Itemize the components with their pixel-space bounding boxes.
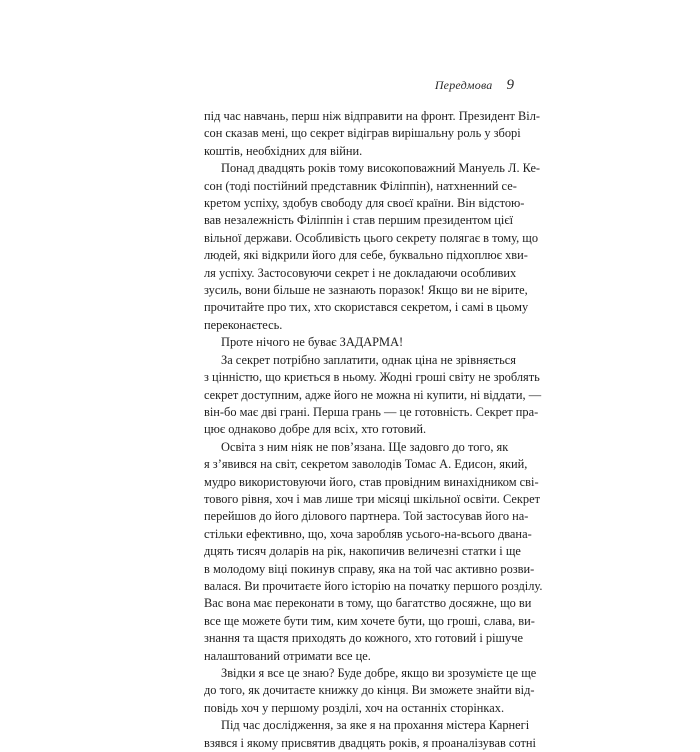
text-line: стільки ефективно, що, хоча заробляв усього-на-всього двана- (204, 526, 532, 541)
text-line: Звідки я все це знаю? Буде добре, якщо ви зрозумієте це ще (221, 666, 537, 680)
text-line: дцять тисяч доларів на рік, накопичив величезні статки і ще (204, 544, 521, 559)
text-line: Під час дослідження, за яке я на прохання містера Карнегі (221, 718, 530, 733)
text-line: налаштований отримати все це. (204, 648, 371, 663)
text-line: взявся і якому присвятив двадцять років, я проаналізував сотні (204, 735, 536, 750)
body-text (204, 108, 543, 752)
text-line: валася. Ви прочитаєте його історію на початку першого розділу. (204, 578, 543, 593)
text-line: Освіта з ним ніяк не пов’язана. Ще задовго до того, як (221, 439, 509, 454)
paragraph (204, 352, 542, 439)
paragraph (204, 108, 541, 160)
text-line: сон сказав мені, що секрет відіграв вирішальну роль у зборі (204, 126, 521, 141)
text-line: кретом успіху, здобув свободу для своєї країни. Він відстою- (204, 196, 525, 211)
paragraph (204, 717, 536, 752)
text-line: секрет доступним, адже його не можна ні купити, ні віддати, — (204, 387, 542, 402)
text-line: цює однаково добре для всіх, хто готовий. (204, 422, 427, 437)
text-line: Проте нічого не буває ЗАДАРМА! (221, 335, 404, 350)
page-number: 9 (506, 77, 514, 93)
paragraph (204, 665, 537, 717)
text-line: вільної держави. Особливість цього секрету полягає в тому, що (204, 230, 539, 245)
text-line: ля успіху. Застосовуючи секрет і не докладаючи особливих (204, 265, 517, 280)
text-line: Понад двадцять років тому високоповажний Мануель Л. Ке- (221, 161, 541, 176)
text-line: він-бо має дві грані. Перша грань — це готовність. Секрет пра- (204, 404, 539, 419)
text-line: я з’явився на світ, секретом заволодів Томас А. Едисон, який, (204, 457, 528, 472)
paragraph (204, 160, 541, 334)
text-line: в молодому віці покинув справу, яка на той час активно розви- (204, 561, 535, 576)
text-line: до того, як дочитаєте книжку до кінця. Ви зможете знайти від- (204, 683, 535, 698)
text-line: За секрет потрібно заплатити, однак ціна не зрівняється (221, 352, 517, 367)
text-line: все ще можете бути тим, ким хочете бути, що гроші, слава, ви- (204, 613, 535, 628)
text-line: тового рівня, хоч і мав лише три місяці шкільної освіти. Секрет (204, 491, 541, 506)
text-line: зусиль, вони більше не зазнають поразок! Якщо ви не вірите, (204, 283, 528, 298)
text-line: перейшов до його ділового партнера. Той застосував його на- (204, 509, 529, 524)
paragraph (204, 334, 504, 351)
text-line: повідь хоч у першому розділі, хоч на останніх сторінках. (204, 700, 505, 715)
text-line: сон (тоді постійний представник Філіппін), натхненний се- (204, 178, 517, 193)
paragraph (204, 439, 543, 665)
text-line: мудро використовуючи його, став провідним винахідником сві- (204, 474, 539, 489)
text-line: Вас вона має переконати в тому, що багатство досяжне, що ви (204, 596, 532, 611)
text-line: людей, які відкрили його для себе, буквально підхоплює хви- (204, 248, 528, 263)
running-head (435, 76, 514, 94)
text-line: коштів, необхідних для війни. (204, 143, 363, 158)
text-line: прочитайте про тих, хто скористався секретом, і самі в цьому (204, 300, 529, 315)
text-line: з цінністю, що криється в ньому. Жодні гроші світу не зроблять (204, 370, 540, 385)
text-line: переконаєтесь. (204, 317, 283, 332)
text-line: під час навчань, перш ніж відправити на фронт. Президент Віл- (204, 109, 541, 123)
text-line: знання та щастя приходять до кожного, хто готовий і рішуче (204, 631, 523, 646)
text-line: вав незалежність Філіппін і став першим президентом цієї (204, 213, 514, 228)
running-head-section-title: Передмова (434, 78, 493, 92)
